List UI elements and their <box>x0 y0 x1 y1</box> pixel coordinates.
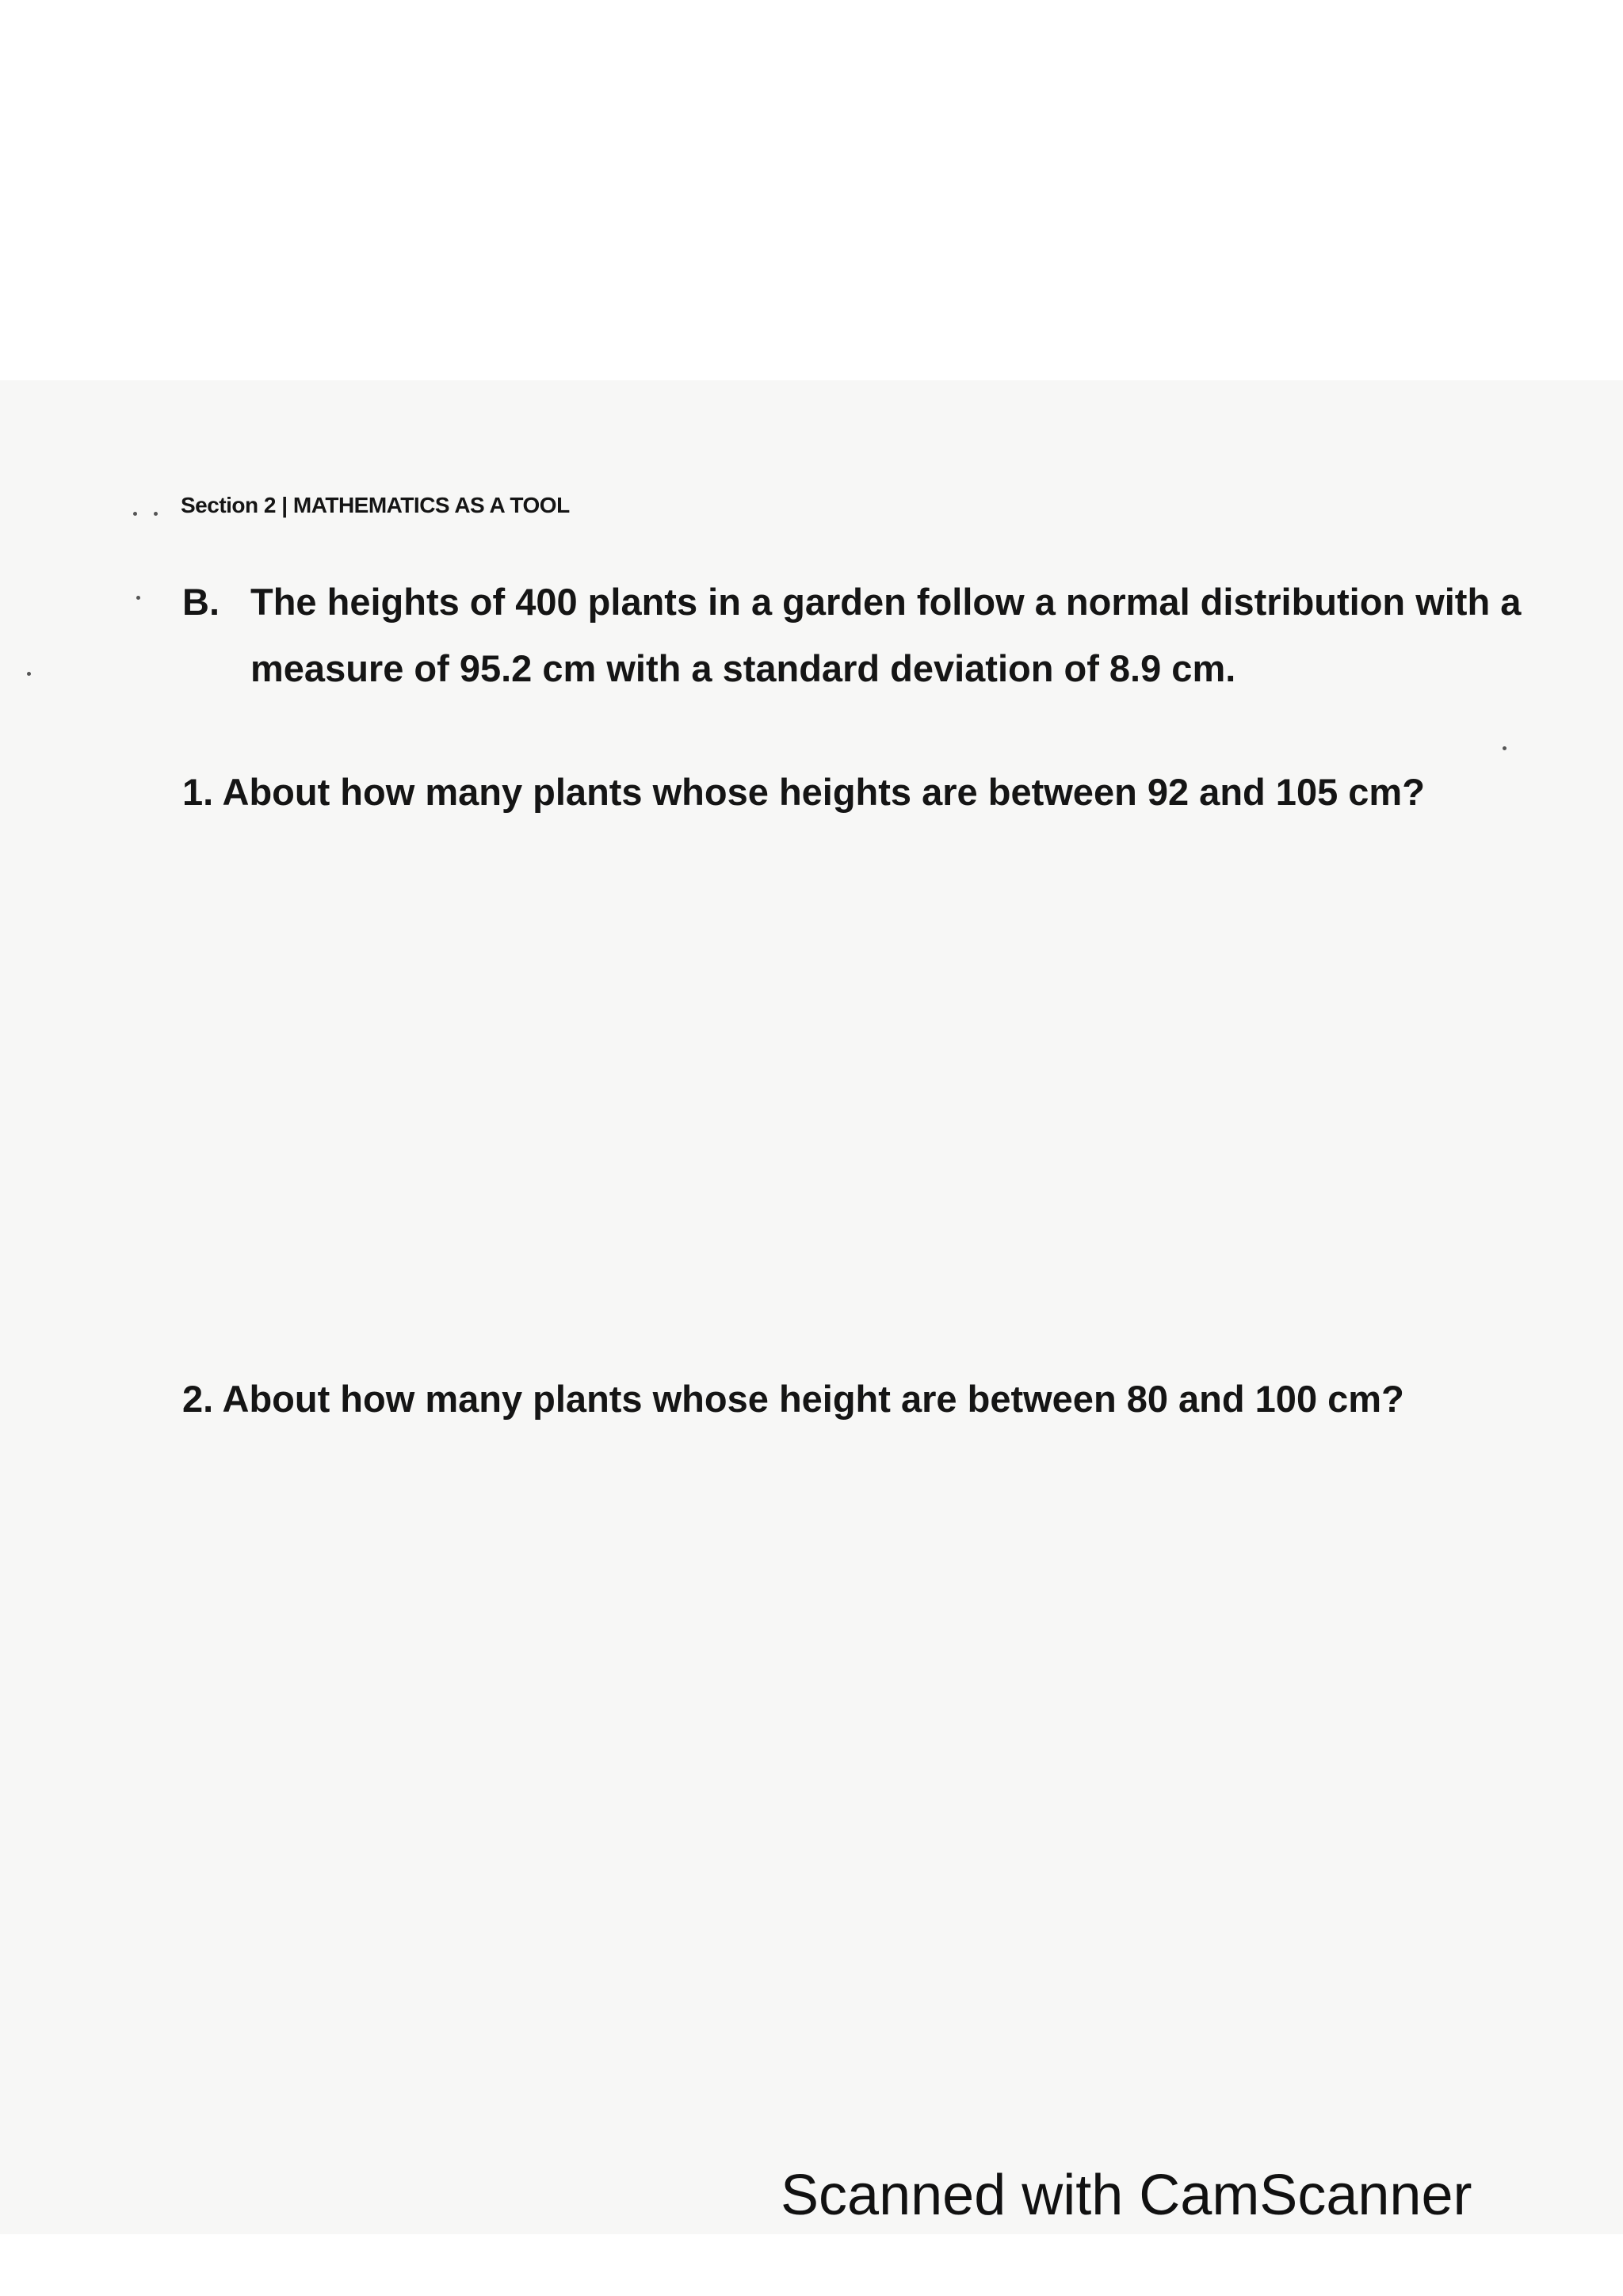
scan-speck <box>133 512 137 516</box>
problem-text: The heights of 400 plants in a garden follow a normal distribution with a measure of 95.2 cm with a standard deviation of 8.9 cm. <box>250 581 1522 689</box>
scan-speck <box>136 596 140 600</box>
question-2: 2. About how many plants whose height are between 80 and 100 cm? <box>182 1378 1404 1420</box>
question-1: 1. About how many plants whose heights are between 92 and 105 cm? <box>182 771 1425 813</box>
section-header: Section 2 | MATHEMATICS AS A TOOL <box>181 493 570 517</box>
scan-speck <box>1503 746 1507 750</box>
problem-marker: B. <box>182 581 220 623</box>
scanner-watermark: Scanned with CamScanner <box>781 2164 1472 2227</box>
scan-speck <box>27 672 31 676</box>
scan-speck <box>154 512 158 516</box>
problem-statement <box>182 569 1545 702</box>
